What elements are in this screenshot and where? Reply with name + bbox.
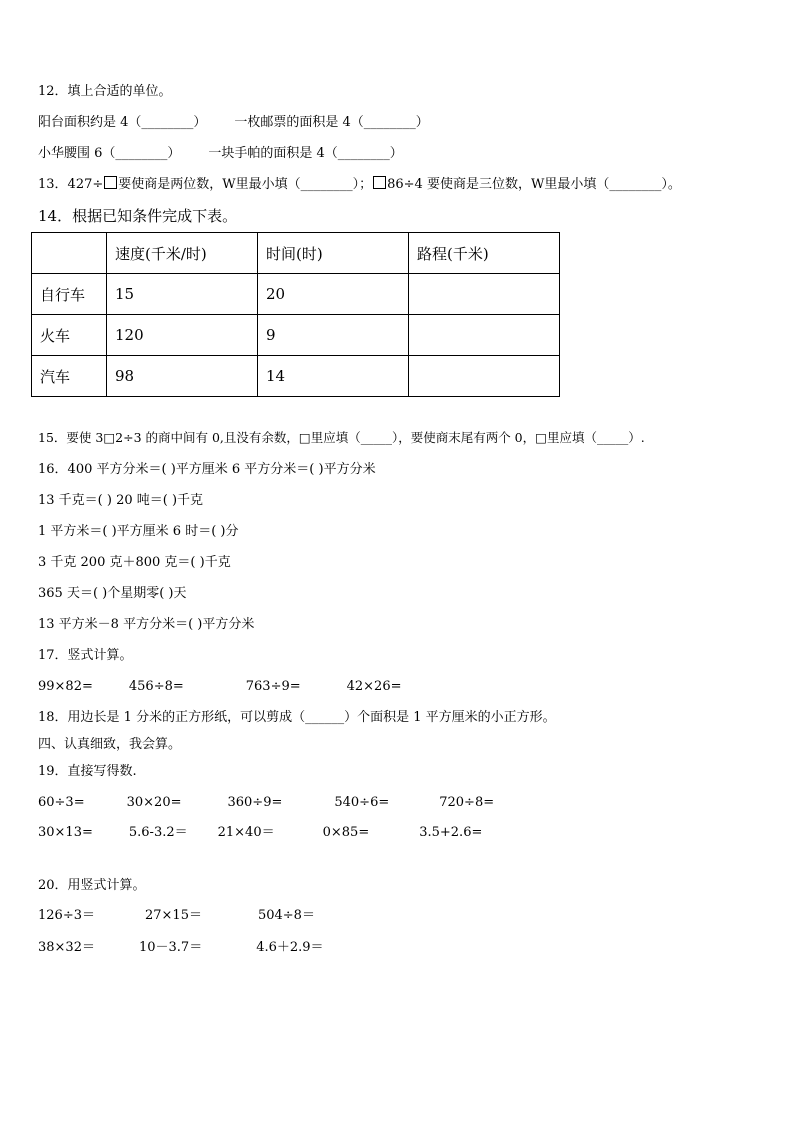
calc-item: 60÷3=: [38, 795, 85, 810]
table-header-cell: 时间(时): [258, 233, 409, 274]
blank-box-icon: [104, 176, 117, 189]
q12-handkerchief-area: 一块手帕的面积是 4（________）: [208, 146, 403, 161]
calc-item: 456÷8=: [128, 679, 184, 694]
calc-item: 720÷8=: [439, 795, 495, 810]
q12-row1: [38, 114, 429, 132]
table-cell: 15: [107, 274, 258, 315]
table-row: [32, 315, 560, 356]
q19-row2: [38, 824, 482, 842]
q12-balcony-area: 阳台面积约是 4（________）: [38, 115, 207, 130]
q20-row2: [38, 939, 324, 957]
table-cell: 汽车: [32, 356, 107, 397]
calc-item: 3.5+2.6=: [419, 825, 483, 840]
q13-part3: 86÷4 要使商是三位数，W里最小填（________）。: [387, 177, 681, 192]
table-header-cell: 路程(千米): [409, 233, 560, 274]
calc-item: 126÷3＝: [38, 908, 95, 923]
calc-item: 763÷9=: [245, 679, 301, 694]
q12-stamp-area: 一枚邮票的面积是 4（________）: [234, 115, 429, 130]
calc-item: 5.6-3.2＝: [128, 825, 188, 840]
table-header-cell: [32, 233, 107, 274]
calc-item: 42×26=: [346, 679, 402, 694]
calc-item: 27×15＝: [144, 908, 202, 923]
calc-item: 0×85=: [322, 825, 370, 840]
q12-row2: [38, 145, 403, 163]
q16-line: 1 平方米＝( )平方厘米 6 时＝( )分: [38, 524, 239, 539]
q13-part1: 13．427÷: [38, 177, 104, 192]
q19-row1: [38, 794, 494, 812]
q17-title: 17．竖式计算。: [38, 648, 133, 663]
calc-item: 540÷6=: [334, 795, 390, 810]
q16-line: 13 平方米－8 平方分米＝( )平方分米: [38, 617, 255, 632]
q19-title: 19．直接写得数.: [38, 764, 137, 779]
q15-line: 15．要使 3□2÷3 的商中间有 0,且没有余数，□里应填（_____），要使商末尾有两个 0，□里应填（_____）.: [38, 430, 645, 445]
calc-item: 504÷8＝: [257, 908, 315, 923]
table-cell: 9: [258, 315, 409, 356]
q17-row: [38, 678, 402, 696]
blank-box-icon: [373, 176, 386, 189]
table-header-row: [32, 233, 560, 274]
table-cell: 自行车: [32, 274, 107, 315]
calc-item: 30×20=: [126, 795, 182, 810]
speed-table: [31, 232, 560, 397]
q12-waist: 小华腰围 6（________）: [38, 146, 181, 161]
calc-item: 360÷9=: [227, 795, 283, 810]
calc-item: 10－3.7＝: [138, 940, 203, 955]
q13-part2: 要使商是两位数，W里最小填（________）；: [118, 177, 373, 192]
calc-item: 38×32＝: [38, 940, 95, 955]
calc-item: 4.6＋2.9＝: [256, 940, 324, 955]
q20-title: 20．用竖式计算。: [38, 878, 146, 893]
table-cell: 120: [107, 315, 258, 356]
calc-item: 99×82=: [38, 679, 93, 694]
q16-line: 365 天＝( )个星期零( )天: [38, 586, 187, 601]
table-cell-blank: [409, 274, 560, 315]
table-cell: 98: [107, 356, 258, 397]
q13-line: [38, 176, 681, 194]
table-cell: 14: [258, 356, 409, 397]
q20-row1: [38, 907, 315, 925]
table-cell-blank: [409, 315, 560, 356]
table-row: [32, 356, 560, 397]
calc-item: 30×13=: [38, 825, 93, 840]
q18-line: 18．用边长是 1 分米的正方形纸，可以剪成（______）个面积是 1 平方厘米的小正方形。: [38, 710, 556, 725]
calc-item: 21×40＝: [217, 825, 275, 840]
q14-title: 14．根据已知条件完成下表。: [38, 207, 238, 225]
section-heading: 四、认真细致，我会算。: [38, 737, 182, 752]
table-cell: 20: [258, 274, 409, 315]
table-row: [32, 274, 560, 315]
q16-line: 13 千克＝( ) 20 吨＝( )千克: [38, 493, 204, 508]
table-cell: 火车: [32, 315, 107, 356]
table-cell-blank: [409, 356, 560, 397]
q16-line: 16．400 平方分米＝( )平方厘米 6 平方分米＝( )平方分米: [38, 462, 376, 477]
table-header-cell: 速度(千米/时): [107, 233, 258, 274]
q16-line: 3 千克 200 克＋800 克＝( )千克: [38, 555, 231, 570]
q12-title: 12．填上合适的单位。: [38, 84, 172, 99]
